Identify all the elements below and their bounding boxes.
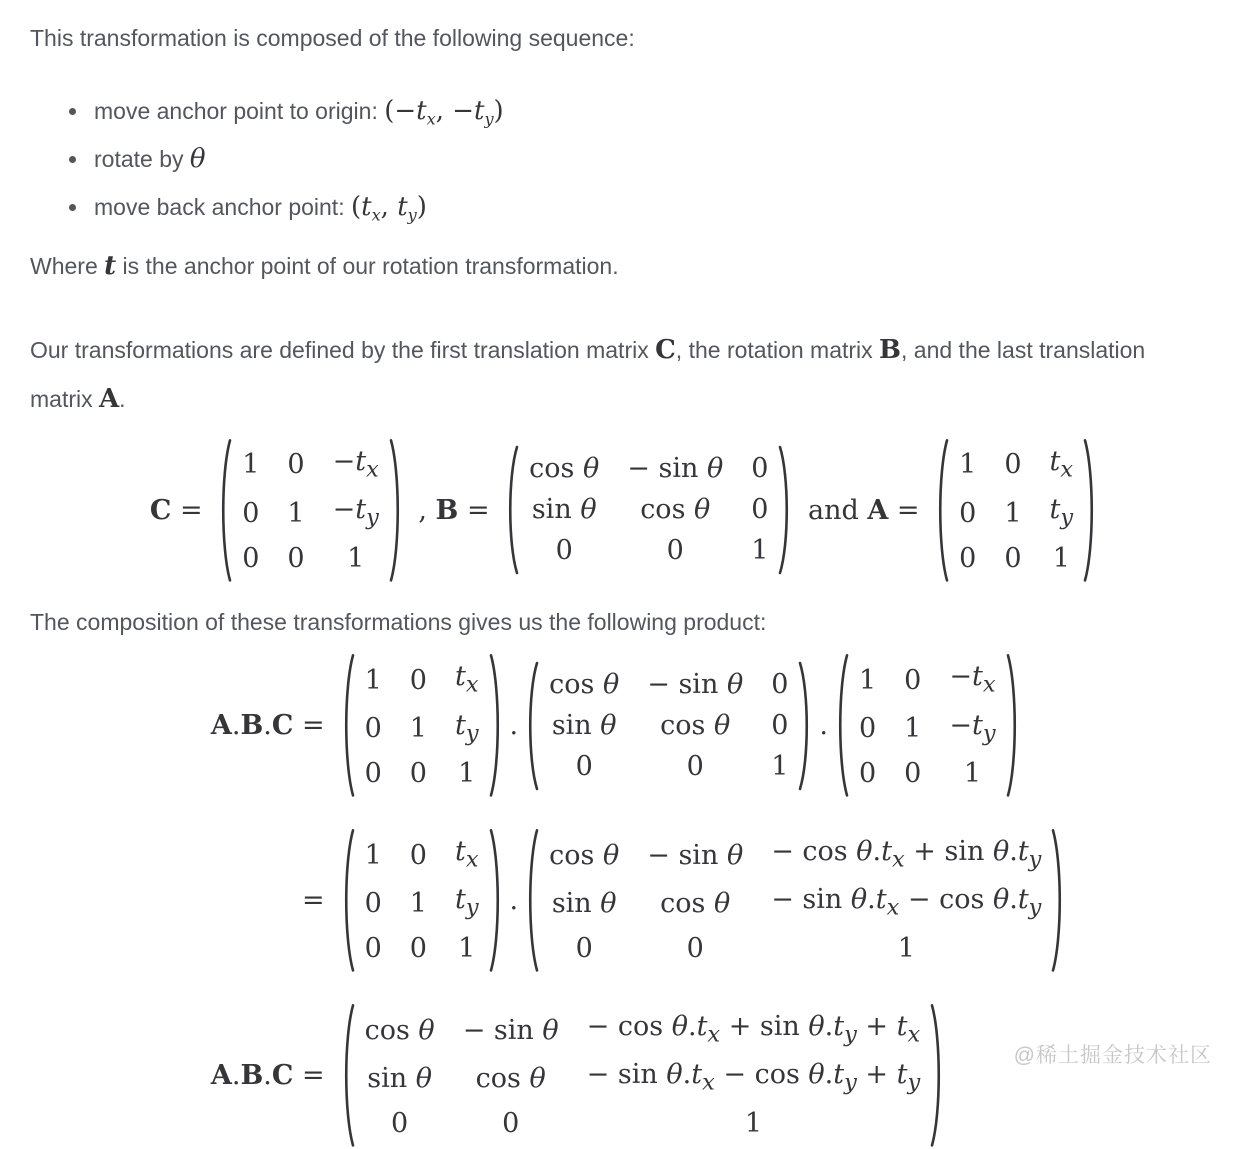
list-item	[90, 91, 1210, 131]
equation-label: =	[301, 884, 325, 916]
list-item	[90, 139, 1210, 179]
matrix-cell: 0	[666, 535, 684, 567]
left-paren-icon	[835, 652, 850, 799]
matrix-cell: cos θ	[549, 668, 620, 700]
math-run: A	[99, 384, 120, 415]
right-paren-icon	[777, 444, 792, 576]
list-item	[90, 187, 1210, 227]
equation-line	[175, 652, 1066, 799]
matrix-cell: 1	[458, 932, 476, 964]
matrix-cell: 1	[751, 535, 769, 567]
matrix-cell: 0	[287, 542, 305, 574]
text-run: , the rotation matrix	[675, 337, 880, 364]
matrix-cell: − $\sin \theta.t_x - \cos \theta.t_y + t_y$	[586, 1059, 921, 1096]
definitions-paragraph	[30, 326, 1210, 425]
matrix-cell: 0	[686, 932, 704, 964]
left-paren-icon	[341, 827, 356, 974]
matrix-cell: $t_x$	[454, 836, 479, 873]
matrix-cell: $t_y$	[454, 884, 479, 921]
watermark: @稀土掘金技术社区	[1013, 1044, 1212, 1067]
matrix-cell: 0	[364, 713, 382, 745]
composition-paragraph	[30, 608, 1210, 637]
matrix-cell: 0	[391, 1107, 409, 1139]
operator: C =	[149, 494, 212, 526]
left-paren-icon	[525, 660, 540, 792]
matrix-cell: 1	[744, 1107, 763, 1139]
matrix-cell: 0	[904, 758, 922, 790]
matrix-cell: − $\sin \theta.t_x - \cos \theta.t_y$	[771, 884, 1042, 921]
matrix-cell: 1	[771, 750, 789, 782]
matrix-cell: sin θ	[531, 494, 597, 526]
matrix-cell: 1	[897, 932, 915, 964]
matrix-cell: 0	[364, 932, 382, 964]
matrix-cell: 1	[904, 713, 922, 745]
right-paren-icon	[929, 1002, 944, 1149]
matrix-cell: 0	[1004, 542, 1022, 574]
matrix-cell: 0	[502, 1107, 520, 1139]
text-run: This transformation is composed of the following sequence:	[30, 25, 635, 51]
right-paren-icon	[488, 652, 503, 799]
right-paren-icon	[488, 827, 503, 974]
matrix-cell: $-t_y$	[949, 709, 996, 747]
matrix-cell: 0	[1004, 449, 1022, 481]
text-run: Our transformations are defined by the first translation matrix	[30, 337, 656, 364]
math-run: θ	[189, 144, 206, 175]
matrix-cell: 0	[364, 888, 382, 920]
matrix-cell: $t_x$	[1049, 445, 1074, 483]
matrix-cell: cos θ	[640, 494, 711, 526]
sequence-list	[30, 91, 1210, 228]
matrix	[505, 444, 792, 576]
operator: .	[819, 710, 828, 742]
matrix-cell: $t_y$	[454, 709, 479, 747]
matrix-cell: 1	[409, 888, 427, 920]
matrix-cell: − sin θ	[462, 1014, 559, 1046]
matrix-cell: cos θ	[364, 1014, 435, 1046]
left-paren-icon	[935, 437, 950, 584]
matrix	[835, 652, 1020, 799]
matrix-grid	[850, 652, 1005, 799]
matrix-cell: $-t_x$	[949, 661, 996, 698]
matrix-grid	[540, 660, 797, 792]
matrix-cell: 0	[409, 758, 427, 790]
right-paren-icon	[1050, 827, 1065, 974]
math-run: ($-t_x$, $-t_y$)	[384, 95, 504, 129]
matrix-cell: 1	[963, 758, 982, 790]
product-derivation-equations	[175, 652, 1066, 1148]
text-run: , and the last translation matrix	[30, 337, 1146, 413]
matrix	[218, 437, 403, 584]
matrix-cell: 1	[364, 839, 382, 871]
matrix-cell: cos θ	[475, 1062, 546, 1094]
matrix-cell: 0	[287, 449, 305, 481]
right-paren-icon	[1082, 437, 1097, 584]
matrix	[341, 652, 503, 799]
matrix-cell: 1	[242, 449, 260, 481]
matrix-cell: − sin θ	[627, 453, 724, 485]
matrix-cell: cos θ	[549, 839, 620, 871]
matrix-cell: 1	[1052, 542, 1070, 574]
matrix-cell: $-t_y$	[332, 494, 379, 531]
matrix-cell: 1	[858, 664, 877, 696]
matrix-cell: cos θ	[660, 888, 731, 920]
matrix-cell: 1	[287, 497, 305, 529]
text-run: Where	[30, 252, 105, 279]
matrix-cell: 0	[771, 709, 789, 741]
text-run: The composition of these transformations gives us the following product:	[30, 608, 767, 635]
matrix-cell: cos θ	[660, 709, 731, 741]
matrix-cell: cos θ	[529, 453, 600, 485]
matrix	[341, 1002, 945, 1149]
matrix-cell: $t_x$	[454, 661, 479, 698]
matrix-cell: 0	[959, 497, 977, 529]
matrix-grid	[356, 652, 488, 799]
text-run: move back anchor point:	[94, 194, 351, 221]
matrix-cell: 0	[555, 535, 573, 567]
text-run: rotate by	[94, 146, 190, 173]
left-paren-icon	[341, 1002, 356, 1149]
matrix-cell: 0	[409, 839, 427, 871]
matrix-cell: sin θ	[551, 709, 617, 741]
matrix-cell: 1	[409, 713, 427, 745]
matrix	[935, 437, 1097, 584]
matrix-cell: sin θ	[551, 888, 617, 920]
where-paragraph	[30, 250, 1210, 282]
matrix-cell: 1	[347, 542, 365, 574]
matrix-cell: 0	[242, 542, 260, 574]
left-paren-icon	[218, 437, 233, 584]
matrix-cell: − $\cos \theta.t_x + \sin \theta.t_y + t_x$	[586, 1010, 921, 1048]
matrix-cell: 0	[959, 542, 977, 574]
matrix-cell: 0	[364, 758, 382, 790]
math-run: B	[879, 335, 902, 366]
matrix-cell: 0	[858, 758, 877, 790]
matrix-cell: − sin θ	[647, 839, 744, 871]
matrix-cell: 0	[409, 664, 427, 696]
matrix-grid	[356, 827, 488, 974]
text-run: .	[119, 386, 126, 413]
operator: , B =	[409, 494, 499, 526]
operator: .	[509, 884, 519, 916]
right-paren-icon	[1005, 652, 1020, 799]
matrix	[525, 827, 1065, 974]
right-paren-icon	[388, 437, 403, 584]
matrix-cell: 1	[1004, 497, 1022, 529]
operator: .	[509, 710, 519, 742]
math-run: ($t_x$, $t_y$)	[350, 192, 427, 225]
matrix-cell: − $\cos \theta.t_x + \sin \theta.t_y$	[771, 836, 1042, 873]
matrix-cell: $-t_x$	[332, 445, 379, 483]
matrix-cell: $t_y$	[1049, 494, 1074, 531]
text-run: move anchor point to origin:	[94, 97, 385, 124]
math-run: C	[655, 335, 676, 366]
matrix	[341, 827, 503, 974]
equation-label: A.B.C =	[210, 710, 325, 742]
equation-label: A.B.C =	[210, 1059, 325, 1091]
equation-line	[175, 827, 1066, 974]
matrix-cell: 0	[771, 668, 789, 700]
left-paren-icon	[341, 652, 356, 799]
left-paren-icon	[505, 444, 520, 576]
matrix-grid	[950, 437, 1082, 584]
matrix-cell: 0	[575, 932, 593, 964]
matrix-cell: 0	[904, 664, 922, 696]
matrix-cell: 1	[959, 449, 977, 481]
matrix-cell: 0	[751, 453, 769, 485]
matrix-cell: 0	[858, 713, 877, 745]
matrix-cell: 1	[364, 664, 382, 696]
matrix-definitions-equation	[30, 437, 1210, 584]
matrix-cell: 0	[686, 750, 704, 782]
left-paren-icon	[525, 827, 540, 974]
matrix-grid	[540, 827, 1050, 974]
matrix-grid	[233, 437, 388, 584]
matrix-cell: 0	[751, 494, 769, 526]
matrix	[525, 660, 812, 792]
operator: and A =	[808, 494, 929, 526]
matrix-cell: 0	[409, 932, 427, 964]
matrix-cell: 1	[458, 758, 476, 790]
text-run: is the anchor point of our rotation transformation.	[116, 252, 619, 279]
matrix-grid	[356, 1002, 930, 1149]
matrix-cell: − sin θ	[647, 668, 744, 700]
intro-paragraph	[30, 24, 1210, 53]
equation-line	[175, 1002, 1066, 1149]
matrix-cell: 0	[575, 750, 593, 782]
matrix-grid	[520, 444, 777, 576]
matrix-cell: sin θ	[367, 1062, 433, 1094]
math-run: t	[104, 250, 117, 281]
right-paren-icon	[797, 660, 812, 792]
matrix-cell: 0	[242, 497, 260, 529]
